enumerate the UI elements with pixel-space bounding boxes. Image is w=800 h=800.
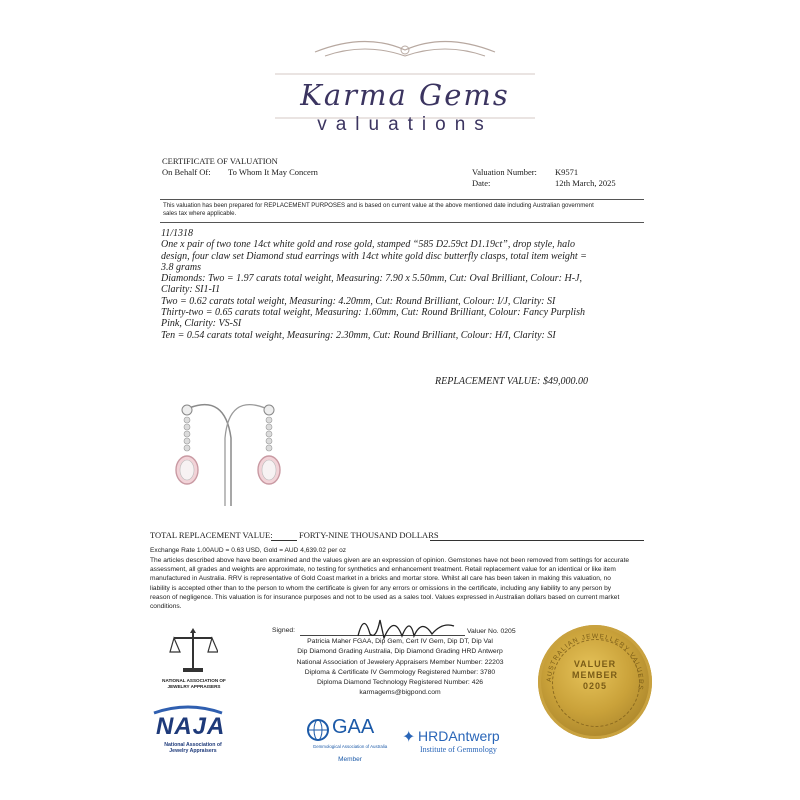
seal-line: 0205 xyxy=(582,681,608,691)
disclaimer-line: reason of negligence. This valuation is for insurance purposes and not to be used as a sales tool. Values expressed in Australian dollars based on current market xyxy=(150,593,620,601)
valuer-number: Valuer No. 0205 xyxy=(467,628,516,635)
exchange-rate: Exchange Rate 1.00AUD = 0.63 USD, Gold = AUD 4,639.02 per oz xyxy=(150,547,347,554)
hrd-star-icon: ✦ xyxy=(402,729,416,746)
behalf-label: On Behalf Of: xyxy=(162,167,211,177)
divider xyxy=(160,199,644,200)
behalf-value: To Whom It May Concern xyxy=(228,167,318,177)
seal-ring-label: AUSTRALIAN JEWELLERY VALUERS xyxy=(545,632,645,692)
certificate-title: CERTIFICATE OF VALUATION xyxy=(162,156,278,166)
naja-sub-line: National Association of xyxy=(164,742,222,748)
valuation-number-label: Valuation Number: xyxy=(472,167,537,177)
scales-of-justice-icon xyxy=(168,628,218,676)
disclaimer-line: assessment, all grades and weights are approximate, no testing for synthetics and enhancement treatment. Retail replacement value for an identical or like item xyxy=(150,566,616,574)
total-underline xyxy=(430,540,644,541)
gaa-logo-text: GAA xyxy=(332,716,375,738)
description-line: Thirty-two = 0.65 carats total weight, Measuring: 1.60mm, Cut: Round Brilliant, Colour: Fancy Purplish xyxy=(161,307,585,319)
company-logo xyxy=(255,28,555,138)
total-label: TOTAL REPLACEMENT VALUE: xyxy=(150,530,273,540)
hrd-subtitle: Institute of Gemmology xyxy=(420,745,497,754)
description-line: Ten = 0.54 carats total weight, Measuring: 2.30mm, Cut: Round Brilliant, Colour: H/I, Clarity: SI xyxy=(161,329,556,341)
nat-assoc-text xyxy=(154,678,234,689)
description-line: Diamonds: Two = 1.97 carats total weight, Measuring: 7.90 x 5.50mm, Cut: Oval Brilliant, Colour: H-J, xyxy=(161,273,582,285)
gaa-globe-icon xyxy=(306,718,330,742)
date-value: 12th March, 2025 xyxy=(555,178,616,188)
signed-label: Signed: xyxy=(272,627,296,634)
credential-line: Diploma Diamond Technology Registered Number: 426 xyxy=(316,679,484,687)
description-line: Clarity: SI1-I1 xyxy=(161,284,221,296)
naja-subtitle xyxy=(158,742,228,754)
description-line: One x pair of two tone 14ct white gold and rose gold, stamped “585 D2.59ct D1.19ct”, drop style, halo xyxy=(161,239,575,251)
disclaimer-line: liability is accepted other than to the person to whom the certificate is given for any errors or omissions in the certificate, including any liability to any person by xyxy=(150,584,612,592)
description-line: 3.8 grams xyxy=(161,261,202,273)
disclaimer-line: manufactured in Australia. RRV is representative of Gold Coast market in a bricks and mortar store. Whilst all care has been taken in making this valuation, no xyxy=(150,575,611,583)
credential-line: Patricia Maher FGAA, Dip Gem, Cert IV Gem, Dip DT, Dip Val xyxy=(307,638,493,645)
valuer-credentials xyxy=(270,637,530,699)
total-underline xyxy=(271,540,297,541)
seal-line: VALUER xyxy=(573,659,617,669)
disclaimer xyxy=(150,556,650,611)
purpose-statement xyxy=(163,202,653,218)
total-value: FORTY-NINE THOUSAND DOLLARS xyxy=(299,530,439,540)
description-line: Two = 0.62 carats total weight, Measuring: 4.20mm, Cut: Round Brilliant, Colour: I/J, Clarity: SI xyxy=(161,295,556,307)
item-ref: 11/1318 xyxy=(161,228,194,239)
logo-subtitle: valuations xyxy=(317,114,493,135)
seal-line: MEMBER xyxy=(572,670,618,680)
gaa-subtitle: Gemmological Association of Australia xyxy=(312,744,388,749)
item-description xyxy=(161,228,661,341)
gaa-member: Member xyxy=(338,756,362,763)
description-line: design, four claw set Diamond stud earrings with 14ct white gold disc butterfly clasps, total item weight = xyxy=(161,250,587,262)
earrings-photo xyxy=(165,398,295,510)
disclaimer-line: The articles described above have been examined and the values given are an expression of opinion. Gemstones have not been removed from settings for accurate xyxy=(150,557,630,564)
credential-line: Dip Diamond Grading Australia, Dip Diamond Grading HRD Antwerp xyxy=(297,648,503,656)
credential-line: Diploma & Certificate IV Gemmology Registered Number: 3780 xyxy=(304,668,496,676)
valuation-number: K9571 xyxy=(555,167,579,177)
date-label: Date: xyxy=(472,178,491,188)
seal-center-text xyxy=(560,659,630,692)
naja-sub-line: Jewelry Appraisers xyxy=(169,748,217,754)
email: karmagems@bigpond.com xyxy=(359,689,441,697)
logo-script-text: Karma Gems xyxy=(300,78,510,112)
hrd-logo-text: HRDAntwerp xyxy=(418,728,500,744)
purpose-line: sales tax where applicable. xyxy=(163,210,237,217)
nat-assoc-line: NATIONAL ASSOCIATION OF xyxy=(162,678,226,683)
purpose-line: This valuation has been prepared for REPLACEMENT PURPOSES and is based on current value at the above mentioned date including Australian government xyxy=(163,202,594,209)
naja-logo-text: NAJA xyxy=(156,713,226,740)
divider xyxy=(160,222,644,223)
disclaimer-line: conditions. xyxy=(150,603,182,611)
nat-assoc-line: JEWELRY APPRAISERS xyxy=(167,683,221,689)
replacement-value: REPLACEMENT VALUE: $49,000.00 xyxy=(435,376,588,387)
credential-line: National Association of Jewelery Appraisers Member Number: 22203 xyxy=(296,658,504,666)
description-line: Pink, Clarity: VS-SI xyxy=(161,318,242,330)
